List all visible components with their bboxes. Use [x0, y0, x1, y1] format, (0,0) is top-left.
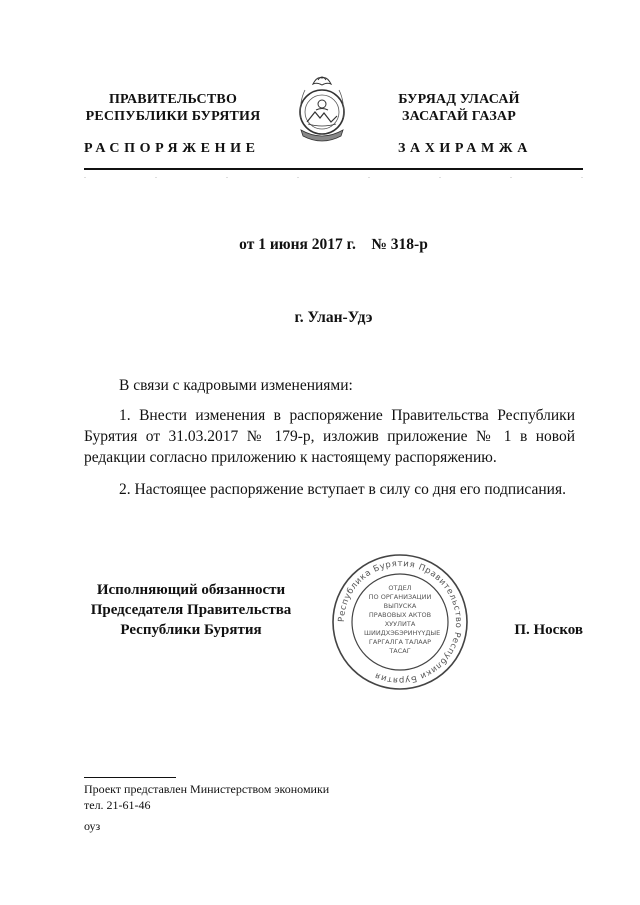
paragraph-item-2: 2. Настоящее распоряжение вступает в силу со дня его подписания.	[119, 481, 566, 498]
header-right-org	[390, 91, 528, 125]
signatory-title-line1: Исполняющий обязанности	[96, 582, 286, 598]
stamp-line: ШИИДХЭБЭРИНҮҮДЫЕ	[364, 629, 441, 637]
header-divider-dots: . . . . . . . .	[84, 171, 583, 180]
stamp-line: ОТДЕЛ	[388, 584, 412, 592]
footnote-divider	[84, 777, 176, 778]
doc-type-ru: РАСПОРЯЖЕНИЕ	[84, 141, 260, 156]
signatory-name: П. Носков	[514, 622, 583, 638]
header-left-line2: РЕСПУБЛИКИ БУРЯТИЯ	[85, 109, 261, 124]
header-right-line2: ЗАСАГАЙ ГАЗАР	[401, 109, 516, 124]
footnote-code: оуз	[84, 819, 101, 833]
header-left-org	[84, 91, 262, 125]
footnote-phone: тел. 21-61-46	[84, 798, 151, 812]
stamp-line: ТАСАГ	[389, 647, 411, 655]
stamp-ring-text: Республика Бурятия Правительство Республики Бурятия	[336, 558, 464, 686]
doc-type-bua: ЗАХИРАМЖА	[398, 141, 532, 156]
footnote-note: Проект представлен Министерством экономики	[84, 782, 330, 796]
stamp-line: ПРАВОВЫХ АКТОВ	[368, 611, 432, 619]
header-right-line1: БУРЯАД УЛАСАЙ	[398, 92, 520, 107]
paragraph-item-1: 1. Внести изменения в распоряжение Правительства Республики Бурятия от 31.03.2017 № 179-р, изложив приложение № 1 в новой редакции согласно приложению к настоящему распоряжению.	[84, 407, 575, 466]
stamp-line: ПО ОРГАНИЗАЦИИ	[368, 593, 432, 601]
date-and-number: от 1 июня 2017 г. № 318-р	[239, 236, 428, 253]
signatory-title-line3: Республики Бурятия	[120, 622, 262, 638]
official-stamp	[330, 552, 470, 692]
signatory-title-line2: Председателя Правительства	[90, 602, 292, 618]
stamp-inner-text	[364, 584, 441, 656]
stamp-line: ВЫПУСКА	[383, 602, 417, 610]
stamp-line: ХУУЛИТА	[384, 620, 416, 628]
stamp-line: ГАРГАЛГА ТАЛААР	[368, 638, 432, 646]
city: г. Улан-Удэ	[294, 309, 373, 326]
coat-of-arms-emblem	[291, 72, 353, 150]
header-divider	[84, 168, 583, 170]
signatory-title	[84, 580, 298, 640]
intro-text: В связи с кадровыми изменениями:	[119, 377, 353, 394]
header-left-line1: ПРАВИТЕЛЬСТВО	[108, 92, 238, 107]
